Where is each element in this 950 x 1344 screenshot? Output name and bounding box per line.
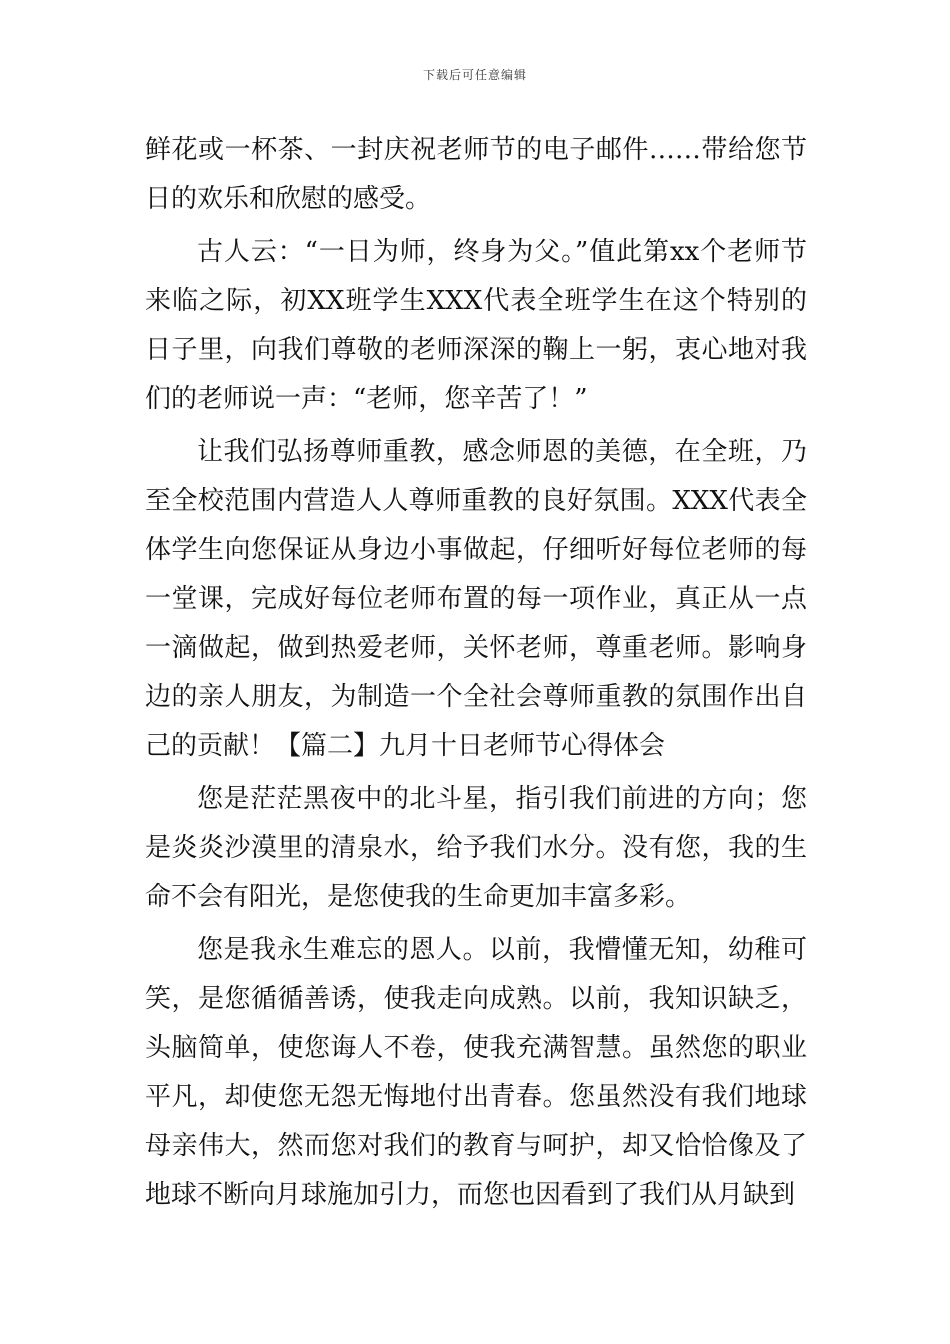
paragraph-north-star: 您是茫茫黑夜中的北斗星，指引我们前进的方向；您是炎炎沙漠里的清泉水，给予我们水分。没有您，我的生命不会有阳光，是您使我的生命更加丰富多彩。 bbox=[145, 784, 807, 912]
page-header: 下载后可任意编辑 bbox=[422, 68, 527, 82]
paragraph-benefactor: 您是我永生难忘的恩人。以前，我懵懂无知，幼稚可笑，是您循循善诱，使我走向成熟。以前，我知识缺乏，头脑简单，使您诲人不卷，使我充满智慧。虽然您的职业平凡，却使您无怨无悔地付出青春。您虽然没有我们地球母亲伟大，然而您对我们的教育与呵护，却又恰恰像及了地球不断向月球施加引力，而您也因看到了我们从月缺到 bbox=[145, 935, 807, 1210]
paragraph-respect-teachers: 让我们弘扬尊师重教，感念师恩的美德，在全班，乃至全校范围内营造人人尊师重教的良好氛围。XXX代表全体学生向您保证从身边小事做起，仔细听好每位老师的每一堂课，完成好每位老师布置的每一项作业，真正从一点一滴做起，做到热爱老师，关怀老师，尊重老师。影响身边的亲人朋友，为制造一个全社会尊师重教的氛围作出自己的贡献！【篇二】九月十日老师节心得体会 bbox=[145, 437, 807, 761]
paragraph-teachers-day-quote: 古人云：“一日为师，终身为父。”值此第xx个老师节来临之际，初XX班学生XXX代表全班学生在这个特别的日子里，向我们尊敬的老师深深的鞠上一躬，衷心地对我们的老师说一声：“老师，您辛苦了！” bbox=[145, 237, 807, 414]
document-body bbox=[145, 126, 807, 1220]
paragraph-continued: 鲜花或一杯茶、一封庆祝老师节的电子邮件……带给您节日的欢乐和欣慰的感受。 bbox=[145, 135, 807, 214]
